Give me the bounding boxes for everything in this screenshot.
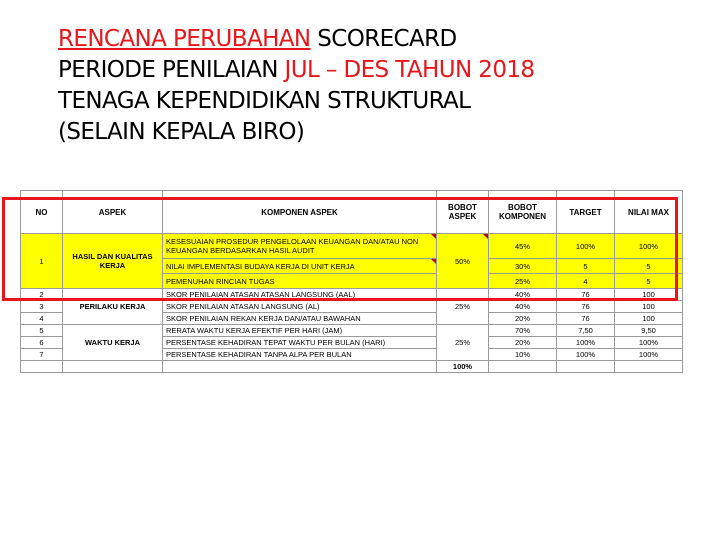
page-title: [58, 24, 698, 148]
cell-komponen: KESESUAIAN PROSEDUR PENGELOLAAN KEUANGAN DAN/ATAU NON KEUANGAN BERDASARKAN HASIL AUDIT: [163, 234, 437, 259]
cell-target: 100%: [557, 349, 615, 361]
cell-no: 5: [21, 325, 63, 337]
cell-komponen: PERSENTASE KEHADIRAN TEPAT WAKTU PER BULAN (HARI): [163, 337, 437, 349]
cell-target: 7,50: [557, 325, 615, 337]
cell-bobot-komponen: 25%: [489, 274, 557, 289]
cell-nilai-max: 9,50: [615, 325, 683, 337]
cell-empty: [615, 361, 683, 373]
cell-bobot-komponen: 70%: [489, 325, 557, 337]
table-row: [21, 234, 683, 259]
cell-bobot-komponen: 10%: [489, 349, 557, 361]
cell-nilai-max: 100%: [615, 234, 683, 259]
cell-bobot-komponen: 40%: [489, 301, 557, 313]
table-total-row: [21, 361, 683, 373]
cell-komponen: SKOR PENILAIAN ATASAN ATASAN LANGSUNG (AAL): [163, 289, 437, 301]
cell-no: 4: [21, 313, 63, 325]
cell-bobot-komponen: 45%: [489, 234, 557, 259]
cell-target: 76: [557, 289, 615, 301]
cell-target: 100%: [557, 234, 615, 259]
cell-empty: [557, 361, 615, 373]
scorecard-table-container: [20, 190, 682, 373]
cell-komponen: NILAI IMPLEMENTASI BUDAYA KERJA DI UNIT KERJA: [163, 259, 437, 274]
cell-empty: [489, 361, 557, 373]
cell-komponen: PERSENTASE KEHADIRAN TANPA ALPA PER BULAN: [163, 349, 437, 361]
cell-target: 100%: [557, 337, 615, 349]
cell-bobot-aspek: 25%: [437, 289, 489, 325]
header-aspek: ASPEK: [63, 191, 163, 234]
cell-no: 7: [21, 349, 63, 361]
scorecard-table: [20, 190, 683, 373]
cell-komponen: SKOR PENILAIAN ATASAN LANGSUNG (AL): [163, 301, 437, 313]
header-bobot-aspek: BOBOT ASPEK: [437, 191, 489, 234]
cell-nilai-max: 100%: [615, 349, 683, 361]
cell-komponen: PEMENUHAN RINCIAN TUGAS: [163, 274, 437, 289]
cell-nilai-max: 5: [615, 259, 683, 274]
cell-empty: [163, 361, 437, 373]
cell-empty: [63, 361, 163, 373]
title-red-underlined: RENCANA PERUBAHAN: [58, 26, 311, 52]
header-komponen: KOMPONEN ASPEK: [163, 191, 437, 234]
title-line-2: [58, 55, 698, 86]
cell-nilai-max: 100: [615, 313, 683, 325]
header-target: TARGET: [557, 191, 615, 234]
cell-no: 1: [21, 234, 63, 289]
cell-target: 5: [557, 259, 615, 274]
title-period-range: JUL – DES TAHUN 2018: [284, 57, 535, 83]
title-scorecard: SCORECARD: [310, 26, 457, 52]
cell-nilai-max: 100%: [615, 337, 683, 349]
cell-komponen: SKOR PENILAIAN REKAN KERJA DAN/ATAU BAWAHAN: [163, 313, 437, 325]
cell-bobot-komponen: 20%: [489, 337, 557, 349]
cell-target: 76: [557, 313, 615, 325]
header-bobot-komponen: BOBOT KOMPONEN: [489, 191, 557, 234]
cell-empty: [21, 361, 63, 373]
title-line-3: TENAGA KEPENDIDIKAN STRUKTURAL: [58, 88, 471, 114]
cell-bobot-aspek: 25%: [437, 325, 489, 361]
cell-no: 3: [21, 301, 63, 313]
title-line-1: [58, 24, 698, 55]
cell-aspek: HASIL DAN KUALITAS KERJA: [63, 234, 163, 289]
cell-komponen: RERATA WAKTU KERJA EFEKTIF PER HARI (JAM): [163, 325, 437, 337]
cell-target: 4: [557, 274, 615, 289]
cell-nilai-max: 5: [615, 274, 683, 289]
cell-nilai-max: 100: [615, 289, 683, 301]
cell-bobot-komponen: 20%: [489, 313, 557, 325]
cell-bobot-komponen: 40%: [489, 289, 557, 301]
cell-aspek: PERILAKU KERJA: [63, 289, 163, 325]
title-line-4: (SELAIN KEPALA BIRO): [58, 119, 305, 145]
cell-bobot-aspek: 50%: [437, 234, 489, 289]
title-periode: PERIODE PENILAIAN: [58, 57, 285, 83]
cell-nilai-max: 100: [615, 301, 683, 313]
cell-no: 6: [21, 337, 63, 349]
table-header-row: [21, 191, 683, 234]
cell-aspek: WAKTU KERJA: [63, 325, 163, 361]
cell-total-bobot: 100%: [437, 361, 489, 373]
header-no: NO: [21, 191, 63, 234]
table-row: [21, 325, 683, 337]
table-row: [21, 289, 683, 301]
cell-no: 2: [21, 289, 63, 301]
header-nilai-max: NILAI MAX: [615, 191, 683, 234]
cell-target: 76: [557, 301, 615, 313]
cell-bobot-komponen: 30%: [489, 259, 557, 274]
